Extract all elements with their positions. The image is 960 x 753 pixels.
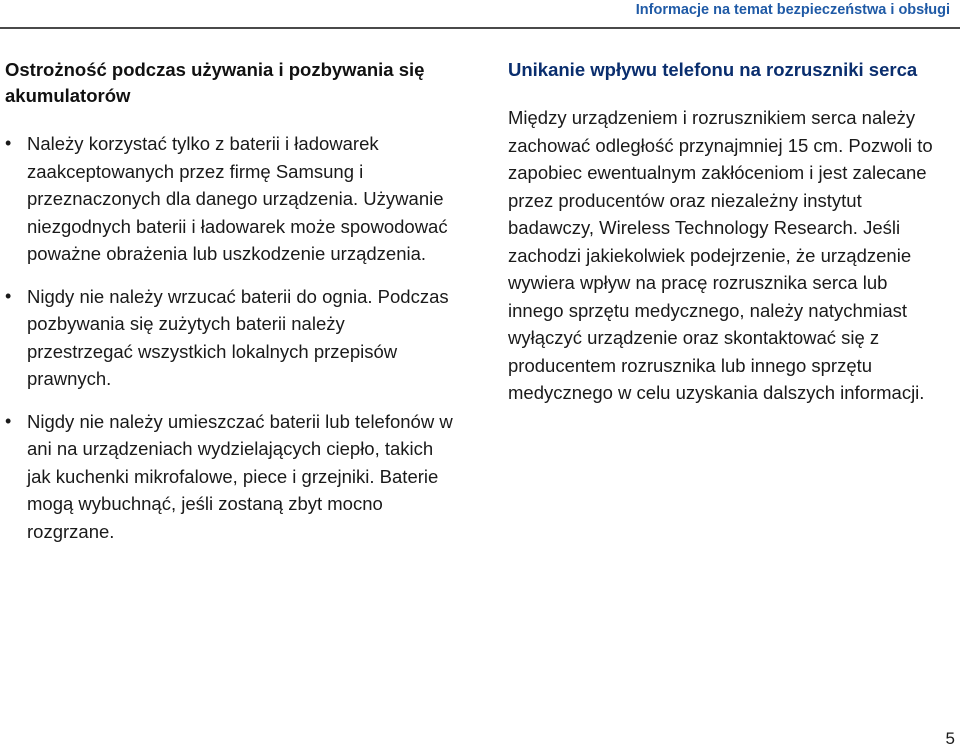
bullet-item xyxy=(5,130,455,268)
bullet-item xyxy=(5,283,455,393)
header-divider xyxy=(0,27,960,29)
bullet-text: Nigdy nie należy umieszczać baterii lub telefonów w ani na urządzeniach wydzielających ciepło, takich jak kuchenki mikrofalowe, piece i grzejniki. Baterie mogą wybuchnąć, jeśli zostaną zbyt mocno rozgrzane. xyxy=(27,410,453,542)
bullet-text: Nigdy nie należy wrzucać baterii do ognia. Podczas pozbywania się zużytych baterii należy przestrzegać wszystkich lokalnych przepisów prawnych. xyxy=(27,285,449,389)
right-column xyxy=(508,57,948,407)
pacemaker-section-heading: Unikanie wpływu telefonu na rozruszniki serca xyxy=(508,59,918,80)
bullet-icon: • xyxy=(5,133,12,153)
bullet-text: Należy korzystać tylko z baterii i ładowarek zaakceptowanych przez firmę Samsung i przeznaczonych dla danego urządzenia. Używanie niezgodnych baterii i ładowarek może spowodować poważne obrażenia lub uszkodzenie urządzenia. xyxy=(27,133,448,264)
left-column xyxy=(5,57,455,560)
pacemaker-body-text: Między urządzeniem i rozrusznikiem serca należy zachować odległość przynajmniej 15 cm. Pozwoli to zapobiec ewentualnym zakłóceniom i jest zalecane przez producentów oraz niezależny instytut badawczy, Wireless Technology Research. Jeśli zachodzi jakiekolwiek podejrzenie, że urządzenie wywiera wpływ na pracę rozrusznika serca lub innego sprzętu medycznego, należy natychmiast wyłączyć urządzenie oraz skontaktować się z producentem rozrusznika lub innego sprzętu medycznego w celu uzyskania dalszych informacji. xyxy=(508,107,933,403)
bullet-item xyxy=(5,408,455,546)
bullet-icon: • xyxy=(5,410,12,431)
battery-bullet-list xyxy=(5,130,455,545)
running-header-title: Informacje na temat bezpieczeństwa i obsługi xyxy=(635,2,950,18)
battery-section-heading: Ostrożność podczas używania i pozbywania się akumulatorów xyxy=(5,59,425,106)
page-number: 5 xyxy=(945,729,955,748)
bullet-icon: • xyxy=(5,285,12,306)
